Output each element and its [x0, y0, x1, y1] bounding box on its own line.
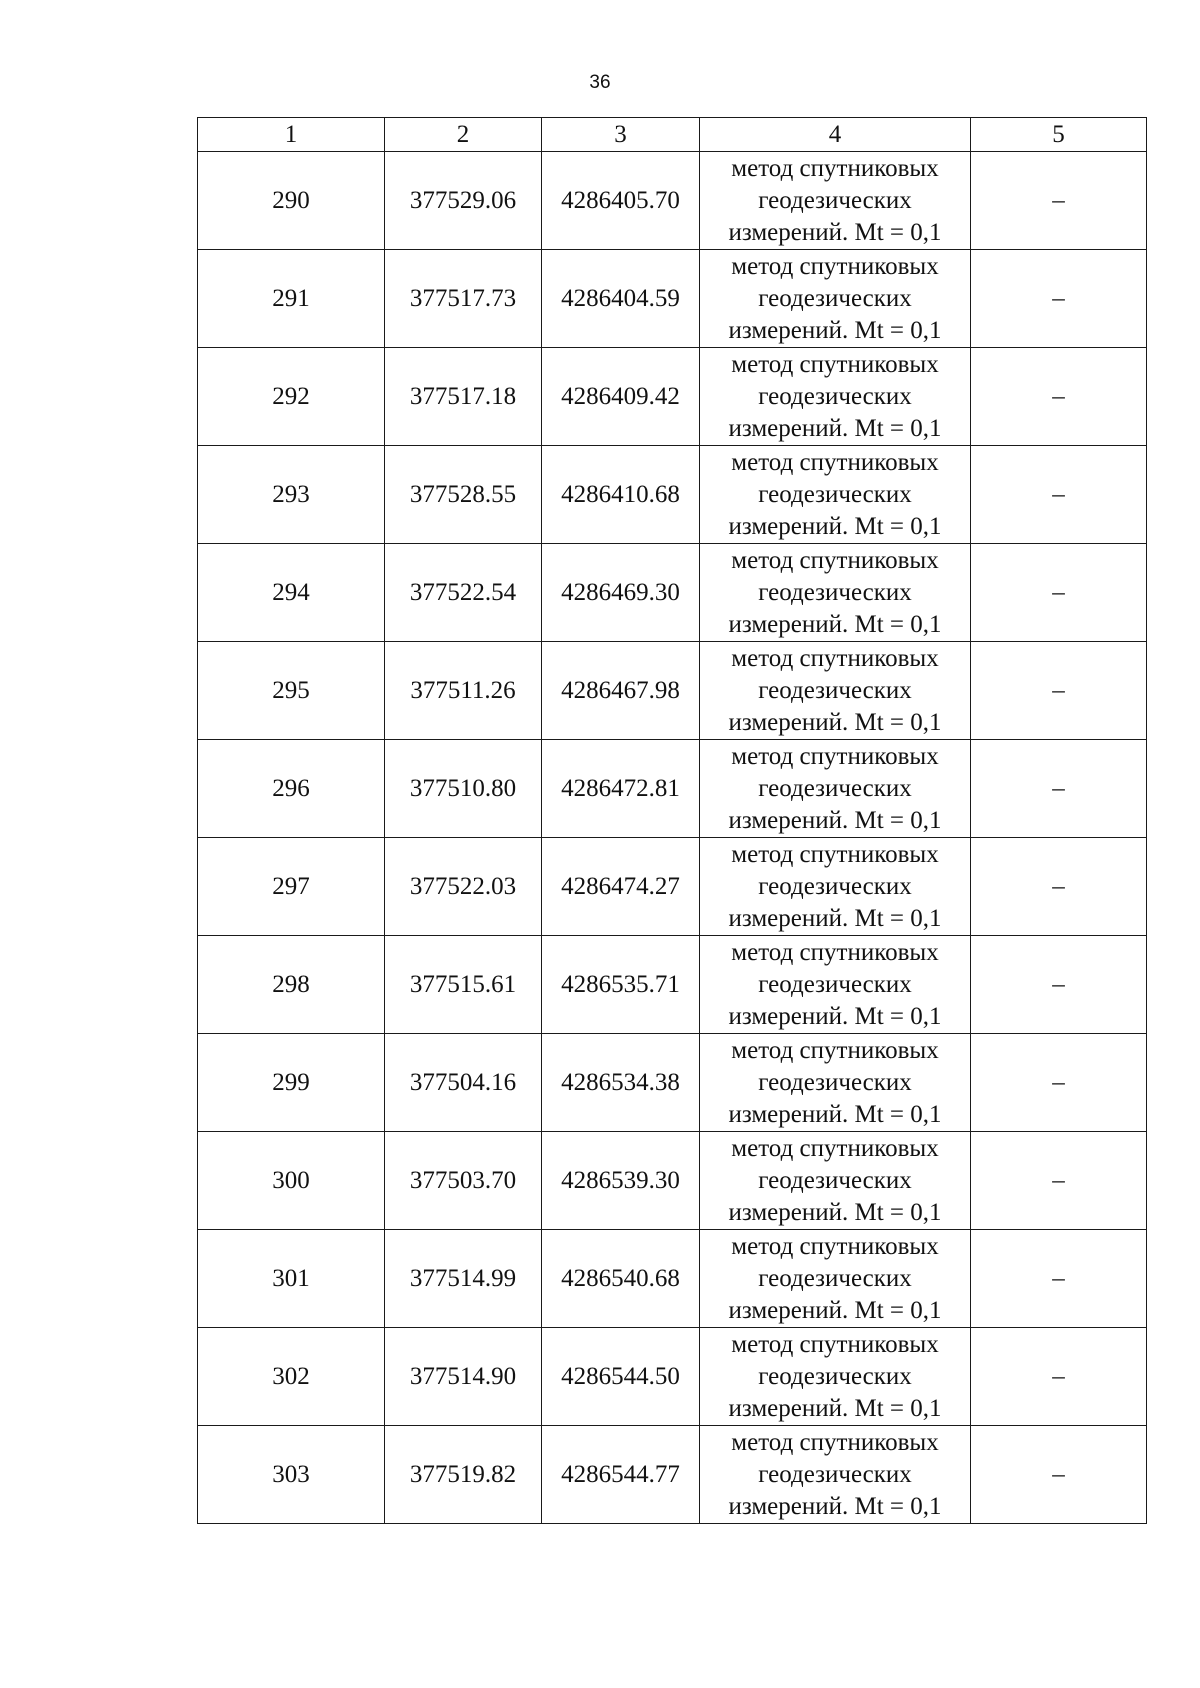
note-cell: –	[971, 152, 1147, 250]
method-cell	[700, 544, 971, 642]
y-coordinate-cell: 4286405.70	[542, 152, 700, 250]
coordinates-table	[197, 117, 1147, 1524]
method-line: метод спутниковых	[731, 1134, 939, 1162]
method-cell	[700, 1426, 971, 1524]
method-line: измерений. Mt = 0,1	[728, 806, 942, 834]
method-cell	[700, 936, 971, 1034]
x-coordinate-cell: 377522.54	[385, 544, 542, 642]
y-coordinate-cell: 4286544.77	[542, 1426, 700, 1524]
method-line: измерений. Mt = 0,1	[728, 1100, 942, 1128]
y-coordinate-cell: 4286469.30	[542, 544, 700, 642]
table-row	[198, 1328, 1147, 1426]
method-line: метод спутниковых	[731, 742, 939, 770]
method-cell	[700, 250, 971, 348]
method-line: измерений. Mt = 0,1	[728, 1198, 942, 1226]
x-coordinate-cell: 377517.73	[385, 250, 542, 348]
method-line: измерений. Mt = 0,1	[728, 1296, 942, 1324]
method-line: измерений. Mt = 0,1	[728, 512, 942, 540]
note-cell: –	[971, 250, 1147, 348]
method-line: измерений. Mt = 0,1	[728, 218, 942, 246]
method-line: метод спутниковых	[731, 448, 939, 476]
method-line: метод спутниковых	[731, 938, 939, 966]
x-coordinate-cell: 377515.61	[385, 936, 542, 1034]
method-line: измерений. Mt = 0,1	[728, 610, 942, 638]
point-number-cell: 293	[198, 446, 385, 544]
table-row	[198, 740, 1147, 838]
point-number-cell: 290	[198, 152, 385, 250]
y-coordinate-cell: 4286410.68	[542, 446, 700, 544]
table-row	[198, 250, 1147, 348]
table-row	[198, 1426, 1147, 1524]
y-coordinate-cell: 4286539.30	[542, 1132, 700, 1230]
x-coordinate-cell: 377517.18	[385, 348, 542, 446]
note-cell: –	[971, 1426, 1147, 1524]
column-header-3: 3	[542, 118, 700, 152]
point-number-cell: 303	[198, 1426, 385, 1524]
method-cell	[700, 446, 971, 544]
y-coordinate-cell: 4286409.42	[542, 348, 700, 446]
method-cell	[700, 1132, 971, 1230]
method-line: метод спутниковых	[731, 546, 939, 574]
method-line: измерений. Mt = 0,1	[728, 316, 942, 344]
table-row	[198, 642, 1147, 740]
method-cell	[700, 838, 971, 936]
point-number-cell: 301	[198, 1230, 385, 1328]
method-line: геодезических	[758, 872, 912, 900]
point-number-cell: 295	[198, 642, 385, 740]
table-row	[198, 936, 1147, 1034]
method-line: геодезических	[758, 1460, 912, 1488]
table-row	[198, 544, 1147, 642]
method-line: измерений. Mt = 0,1	[728, 1002, 942, 1030]
point-number-cell: 292	[198, 348, 385, 446]
method-line: измерений. Mt = 0,1	[728, 708, 942, 736]
note-cell: –	[971, 642, 1147, 740]
x-coordinate-cell: 377503.70	[385, 1132, 542, 1230]
note-cell: –	[971, 544, 1147, 642]
method-cell	[700, 1034, 971, 1132]
header-row	[198, 118, 1147, 152]
column-header-5: 5	[971, 118, 1147, 152]
table-row	[198, 348, 1147, 446]
method-line: метод спутниковых	[731, 1036, 939, 1064]
method-line: геодезических	[758, 1362, 912, 1390]
table-row	[198, 838, 1147, 936]
method-line: геодезических	[758, 284, 912, 312]
method-line: метод спутниковых	[731, 1232, 939, 1260]
y-coordinate-cell: 4286472.81	[542, 740, 700, 838]
method-line: измерений. Mt = 0,1	[728, 414, 942, 442]
method-line: метод спутниковых	[731, 1428, 939, 1456]
x-coordinate-cell: 377510.80	[385, 740, 542, 838]
table-row	[198, 1132, 1147, 1230]
point-number-cell: 299	[198, 1034, 385, 1132]
method-line: геодезических	[758, 676, 912, 704]
x-coordinate-cell: 377529.06	[385, 152, 542, 250]
method-cell	[700, 642, 971, 740]
y-coordinate-cell: 4286535.71	[542, 936, 700, 1034]
x-coordinate-cell: 377511.26	[385, 642, 542, 740]
table-row	[198, 446, 1147, 544]
method-line: метод спутниковых	[731, 644, 939, 672]
method-line: метод спутниковых	[731, 840, 939, 868]
method-line: геодезических	[758, 1264, 912, 1292]
method-line: метод спутниковых	[731, 154, 939, 182]
point-number-cell: 296	[198, 740, 385, 838]
table-row	[198, 1034, 1147, 1132]
x-coordinate-cell: 377519.82	[385, 1426, 542, 1524]
point-number-cell: 300	[198, 1132, 385, 1230]
method-line: геодезических	[758, 1166, 912, 1194]
x-coordinate-cell: 377514.90	[385, 1328, 542, 1426]
point-number-cell: 298	[198, 936, 385, 1034]
y-coordinate-cell: 4286474.27	[542, 838, 700, 936]
method-cell	[700, 1328, 971, 1426]
method-line: геодезических	[758, 1068, 912, 1096]
column-header-1: 1	[198, 118, 385, 152]
x-coordinate-cell: 377522.03	[385, 838, 542, 936]
note-cell: –	[971, 740, 1147, 838]
table-row	[198, 152, 1147, 250]
note-cell: –	[971, 936, 1147, 1034]
note-cell: –	[971, 1132, 1147, 1230]
method-cell	[700, 152, 971, 250]
point-number-cell: 294	[198, 544, 385, 642]
point-number-cell: 302	[198, 1328, 385, 1426]
x-coordinate-cell: 377528.55	[385, 446, 542, 544]
table-header	[198, 118, 1147, 152]
method-line: геодезических	[758, 970, 912, 998]
y-coordinate-cell: 4286544.50	[542, 1328, 700, 1426]
method-line: измерений. Mt = 0,1	[728, 1492, 942, 1520]
method-line: измерений. Mt = 0,1	[728, 1394, 942, 1422]
point-number-cell: 291	[198, 250, 385, 348]
table-body	[198, 152, 1147, 1524]
x-coordinate-cell: 377514.99	[385, 1230, 542, 1328]
note-cell: –	[971, 1034, 1147, 1132]
method-line: метод спутниковых	[731, 1330, 939, 1358]
note-cell: –	[971, 838, 1147, 936]
y-coordinate-cell: 4286404.59	[542, 250, 700, 348]
note-cell: –	[971, 1328, 1147, 1426]
column-header-2: 2	[385, 118, 542, 152]
column-header-4: 4	[700, 118, 971, 152]
note-cell: –	[971, 348, 1147, 446]
method-line: геодезических	[758, 480, 912, 508]
y-coordinate-cell: 4286534.38	[542, 1034, 700, 1132]
method-line: геодезических	[758, 382, 912, 410]
method-line: геодезических	[758, 186, 912, 214]
method-cell	[700, 740, 971, 838]
method-line: метод спутниковых	[731, 350, 939, 378]
page-number: 36	[589, 72, 611, 93]
method-line: измерений. Mt = 0,1	[728, 904, 942, 932]
y-coordinate-cell: 4286467.98	[542, 642, 700, 740]
method-cell	[700, 348, 971, 446]
note-cell: –	[971, 1230, 1147, 1328]
table-row	[198, 1230, 1147, 1328]
method-line: метод спутниковых	[731, 252, 939, 280]
method-line: геодезических	[758, 774, 912, 802]
y-coordinate-cell: 4286540.68	[542, 1230, 700, 1328]
note-cell: –	[971, 446, 1147, 544]
point-number-cell: 297	[198, 838, 385, 936]
x-coordinate-cell: 377504.16	[385, 1034, 542, 1132]
method-line: геодезических	[758, 578, 912, 606]
method-cell	[700, 1230, 971, 1328]
